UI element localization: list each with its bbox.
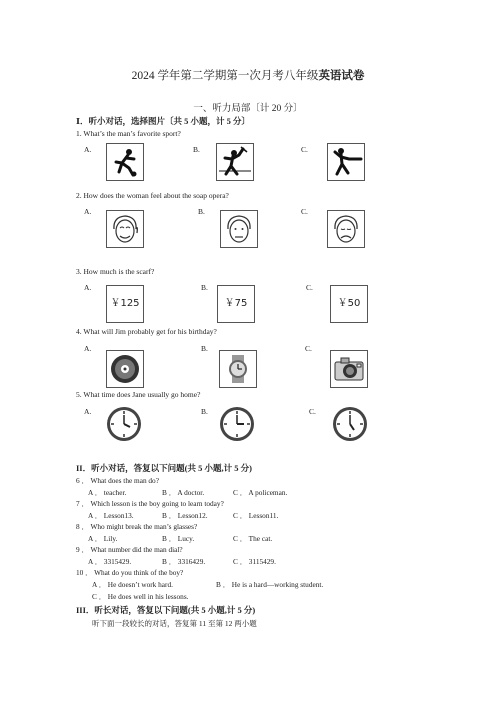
question-5: 5. What time does Jane usually go home? bbox=[76, 390, 201, 399]
question-6: 6 ． What does the man do? bbox=[76, 476, 159, 485]
q8-option-c: C ． The cat. bbox=[233, 534, 273, 543]
part3-heading: III．听长对话，答复以下问题(共 5 小题,计 5 分) bbox=[76, 605, 256, 615]
question-2: 2. How does the woman feel about the soap opera? bbox=[76, 191, 229, 200]
q7-option-c: C ． Lesson11. bbox=[233, 511, 279, 520]
q6-option-a: A ． teacher. bbox=[88, 488, 127, 497]
question-9: 9 ． What number did the man dial? bbox=[76, 545, 183, 554]
cd-disc-icon bbox=[106, 350, 144, 388]
q6-option-b: B ． A doctor. bbox=[162, 488, 205, 497]
q2-option-b: B. bbox=[198, 207, 205, 216]
clock-icon bbox=[219, 406, 255, 442]
question-1: 1. What’s the man’s favorite sport? bbox=[76, 129, 181, 138]
q4-option-b: B. bbox=[201, 344, 208, 353]
camera-icon bbox=[330, 350, 368, 388]
q4-option-c: C. bbox=[305, 344, 312, 353]
q3-option-c: C. bbox=[306, 283, 313, 292]
q1-option-c: C. bbox=[301, 145, 308, 154]
q6-option-c: C ． A policeman. bbox=[233, 488, 288, 497]
question-8: 8 ． Who might break the man’s glasses? bbox=[76, 522, 198, 531]
soccer-player-icon bbox=[106, 143, 144, 181]
q9-option-b: B ． 3316429. bbox=[162, 557, 206, 566]
q9-option-a: A ． 3315429. bbox=[88, 557, 132, 566]
q1-option-a: A. bbox=[84, 145, 92, 154]
sad-face-icon bbox=[327, 210, 365, 248]
q1-option-b: B. bbox=[193, 145, 200, 154]
q5-option-c: C. bbox=[309, 407, 316, 416]
question-3: 3. How much is the scarf? bbox=[76, 267, 155, 276]
price-tag-a: ￥125 bbox=[106, 285, 144, 323]
q8-option-a: A ． Lily. bbox=[88, 534, 118, 543]
clock-icon bbox=[106, 406, 142, 442]
q9-option-c: C ． 3115429. bbox=[233, 557, 276, 566]
question-4: 4. What will Jim probably get for his birthday? bbox=[76, 327, 217, 336]
exam-title-main: 2024 学年第二学期第一次月考八年级 bbox=[131, 70, 319, 82]
part3-instruction: 听下面一段较长的对话，答复第 11 至第 12 两小题 bbox=[92, 619, 257, 628]
q3-option-b: B. bbox=[201, 283, 208, 292]
q2-option-c: C. bbox=[301, 207, 308, 216]
q10-option-a: A ． He doesn’t work hard. bbox=[92, 580, 173, 589]
part2-heading: II．听小对话，答复以下问题(共 5 小题,计 5 分) bbox=[76, 463, 252, 473]
q3-option-a: A. bbox=[84, 283, 92, 292]
q5-option-a: A. bbox=[84, 407, 92, 416]
question-7: 7 ． Which lesson is the boy going to learn today? bbox=[76, 499, 224, 508]
q5-option-b: B. bbox=[201, 407, 208, 416]
wristwatch-icon bbox=[219, 350, 257, 388]
q7-option-b: B ． Lesson12. bbox=[162, 511, 208, 520]
q8-option-b: B ． Lucy. bbox=[162, 534, 195, 543]
happy-face-icon bbox=[106, 210, 144, 248]
q10-option-c: C ． He does well in his lessons. bbox=[92, 592, 189, 601]
clock-icon bbox=[332, 406, 368, 442]
q7-option-a: A ． Lesson13. bbox=[88, 511, 134, 520]
exam-title-bold: 英语试卷 bbox=[318, 70, 365, 82]
price-tag-b: ￥75 bbox=[217, 285, 255, 323]
q2-option-a: A. bbox=[84, 207, 92, 216]
price-tag-c: ￥50 bbox=[330, 285, 368, 323]
q4-option-a: A. bbox=[84, 344, 92, 353]
question-10: 10 ． What do you think of the boy? bbox=[76, 568, 184, 577]
neutral-face-icon bbox=[220, 210, 258, 248]
q10-option-b: B ． He is a hard—working student. bbox=[216, 580, 324, 589]
badminton-player-icon bbox=[216, 143, 254, 181]
section-heading: 一、听力局部〔计 20 分〕 bbox=[193, 104, 303, 114]
exam-title bbox=[0, 67, 496, 83]
fencing-player-icon bbox=[327, 143, 365, 181]
part1-heading: Ⅰ．听小对话，选择图片〔共 5 小题，计 5 分〕 bbox=[76, 116, 250, 126]
